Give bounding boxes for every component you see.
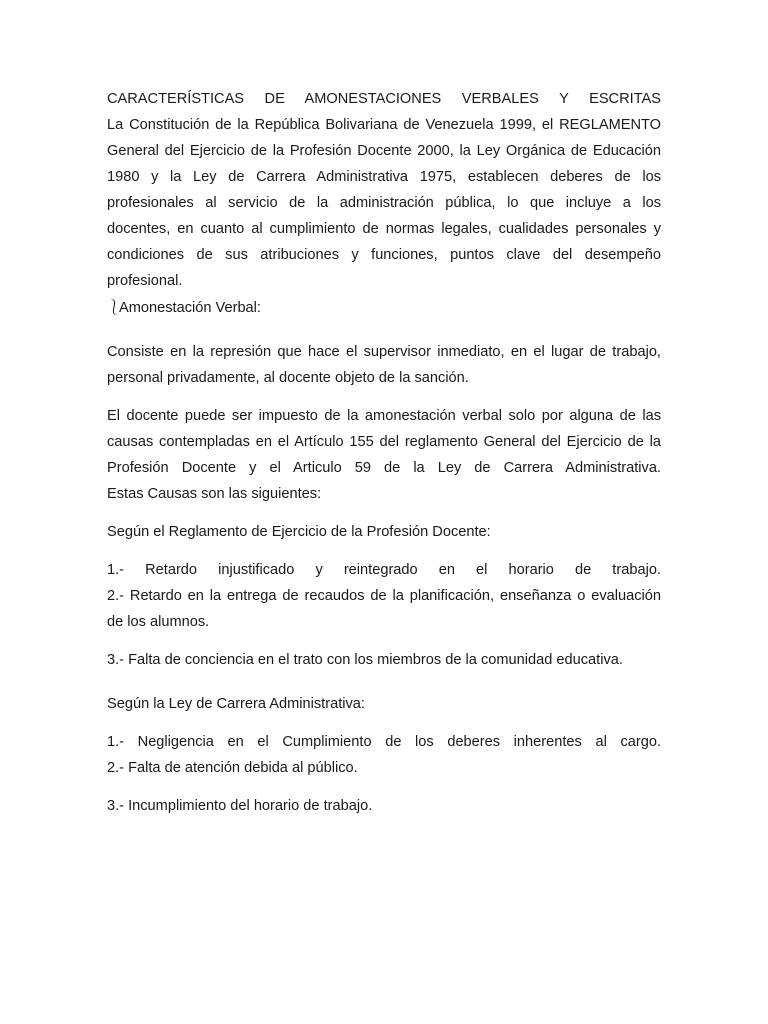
causes-line: Estas Causas son las siguientes: xyxy=(107,486,322,502)
ley-item-3 xyxy=(107,793,661,819)
ley-item: 2.- Falta de atención debida al público. xyxy=(107,760,358,776)
definition-paragraph xyxy=(107,339,661,391)
verbal-heading-text: Amonestación Verbal: xyxy=(119,300,261,316)
intro-line: 1980 y la Ley de Carrera Administrativa 1975, establecen deberes de los xyxy=(107,169,661,185)
definition-line: personal privadamente, al docente objeto de la sanción. xyxy=(107,370,469,386)
causes-line: causas contempladas en el Artículo 155 del reglamento General del Ejercicio de la xyxy=(107,434,661,450)
definition-line: Consiste en la represión que hace el supervisor inmediato, en el lugar de trabajo, xyxy=(107,344,661,360)
reglamento-heading-text: Según el Reglamento de Ejercicio de la Profesión Docente: xyxy=(107,524,491,540)
document-body xyxy=(107,86,661,819)
bullet-marker: ⎱ xyxy=(107,299,121,315)
intro-line: profesionales al servicio de la administración pública, lo que incluye a los xyxy=(107,195,661,211)
intro-line: General del Ejercicio de la Profesión Docente 2000, la Ley Orgánica de Educación xyxy=(107,143,661,159)
ley-heading-text: Según la Ley de Carrera Administrativa: xyxy=(107,696,365,712)
reglamento-item: 1.- Retardo injustificado y reintegrado en el horario de trabajo. xyxy=(107,562,661,578)
causes-paragraph xyxy=(107,403,661,507)
reglamento-item: 2.- Retardo en la entrega de recaudos de la planificación, enseñanza o evaluación xyxy=(107,588,661,604)
reglamento-item: 3.- Falta de conciencia en el trato con los miembros de la comunidad educativa. xyxy=(107,652,623,668)
verbal-section-heading xyxy=(107,294,661,321)
intro-paragraph xyxy=(107,86,661,294)
reglamento-heading xyxy=(107,519,661,545)
intro-line: condiciones de sus atribuciones y funciones, puntos clave del desempeño xyxy=(107,247,661,263)
intro-line: profesional. xyxy=(107,273,183,289)
ley-item: 3.- Incumplimiento del horario de trabajo. xyxy=(107,798,373,814)
ley-list xyxy=(107,729,661,781)
reglamento-item-3 xyxy=(107,647,661,673)
reglamento-list xyxy=(107,557,661,635)
causes-line: El docente puede ser impuesto de la amonestación verbal solo por alguna de las xyxy=(107,408,661,424)
intro-line: La Constitución de la República Bolivariana de Venezuela 1999, el REGLAMENTO xyxy=(107,117,661,133)
ley-item: 1.- Negligencia en el Cumplimiento de los deberes inherentes al cargo. xyxy=(107,734,661,750)
document-title-line: CARACTERÍSTICAS DE AMONESTACIONES VERBALES Y ESCRITAS xyxy=(107,91,661,107)
causes-line: Profesión Docente y el Articulo 59 de la Ley de Carrera Administrativa. xyxy=(107,460,661,476)
reglamento-item: de los alumnos. xyxy=(107,614,210,630)
ley-heading xyxy=(107,691,661,717)
intro-line: docentes, en cuanto al cumplimiento de normas legales, cualidades personales y xyxy=(107,221,661,237)
